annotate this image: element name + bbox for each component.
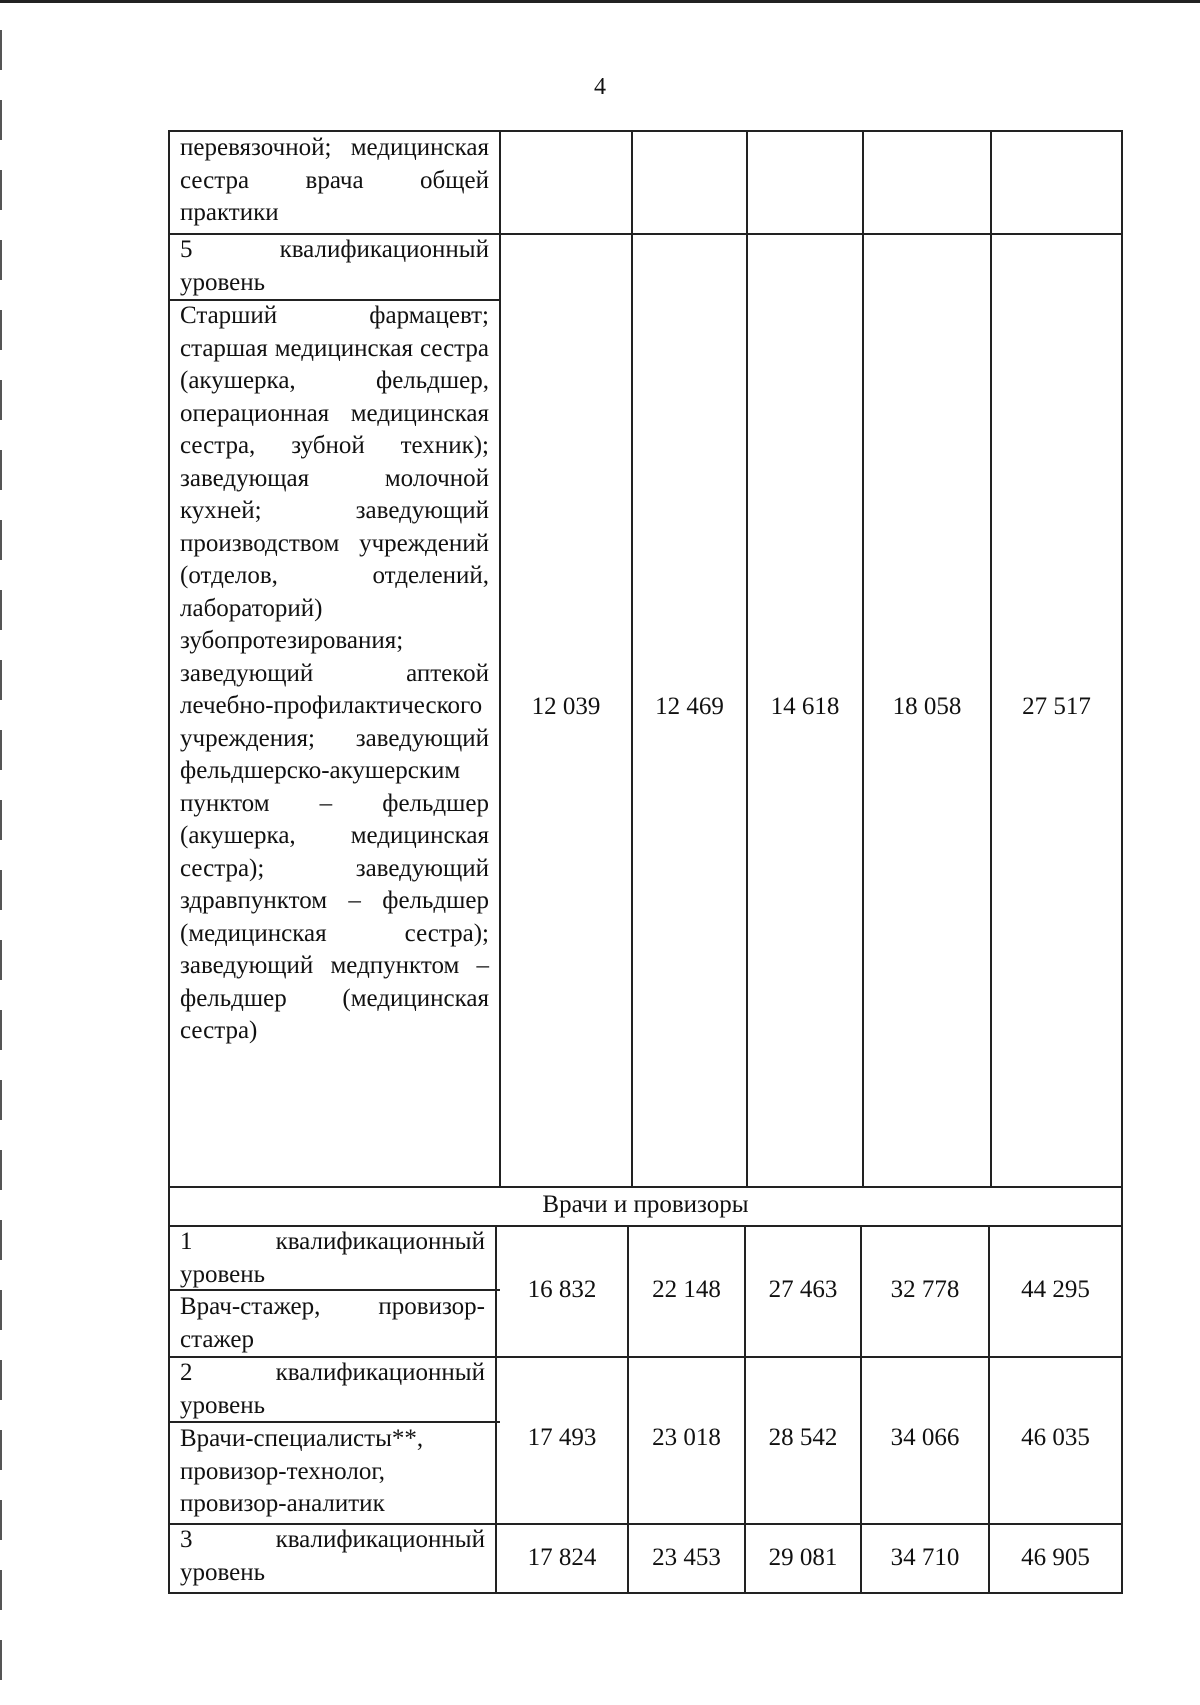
salary-value-cell: 14 618 — [770, 693, 840, 720]
column-divider — [862, 132, 864, 1186]
salary-value-cell: 46 905 — [1021, 1544, 1090, 1571]
left-scan-edge — [0, 30, 2, 1690]
salary-value-cell: 23 453 — [652, 1544, 721, 1571]
salary-value-cell: 29 081 — [768, 1544, 838, 1571]
salary-value-cell: 12 469 — [655, 693, 724, 720]
salary-value-cell: 34 710 — [890, 1544, 960, 1571]
qualification-level-cell: 2 квалификационный уровень — [180, 1359, 485, 1419]
top-border-line — [0, 0, 1200, 3]
salary-value-cell: 18 058 — [892, 693, 962, 720]
salary-value-cell: 23 018 — [652, 1424, 721, 1451]
positions-cell: Старший фармацевт; старшая медицинская сестра (акушерка, фельдшер, операционная медицинская сестра, зубной техник); заведующая молочной кухней; заведующий производством учреждений (отделов, отделений, лабораторий) зубопротезирования; заведующий аптекой лечебно-профилактического учреждения; заведующий фельдшерско-акушерским пунктом – фельдшер (акушерка, медицинская сестра); заведующий здравпунктом – фельдшер (медицинская сестра); заведующий медпунктом – фельдшер (медицинская сестра) — [180, 302, 489, 1044]
continuation-positions-cell: перевязочной; медицинская сестра врача общей практики — [180, 134, 489, 226]
column-divider — [499, 132, 501, 1186]
column-divider — [746, 132, 748, 1186]
salary-value-cell: 12 039 — [531, 693, 601, 720]
section-header-doctors: Врачи и провизоры — [542, 1191, 749, 1218]
positions-cell: Врачи-специалисты**, провизор-технолог, провизор-аналитик — [180, 1425, 424, 1517]
salary-value-cell: 28 542 — [768, 1424, 838, 1451]
salary-value-cell: 17 493 — [527, 1424, 597, 1451]
salary-table — [168, 130, 1123, 1594]
salary-value-cell: 16 832 — [527, 1276, 597, 1303]
column-divider — [990, 132, 992, 1186]
qualification-level-cell: 3 квалификационный уровень — [180, 1526, 485, 1586]
column-divider — [631, 132, 633, 1186]
salary-value-cell: 22 148 — [652, 1276, 721, 1303]
salary-value-cell: 17 824 — [527, 1544, 597, 1571]
salary-value-cell: 27 517 — [1022, 693, 1091, 720]
page-number: 4 — [594, 74, 606, 100]
salary-value-cell: 32 778 — [890, 1276, 960, 1303]
salary-value-cell: 27 463 — [768, 1276, 838, 1303]
positions-cell: Врач-стажер, провизор-стажер — [180, 1293, 485, 1353]
salary-value-cell: 46 035 — [1021, 1424, 1090, 1451]
salary-value-cell: 44 295 — [1021, 1276, 1090, 1303]
salary-value-cell: 34 066 — [890, 1424, 960, 1451]
qualification-level-cell: 1 квалификационный уровень — [180, 1228, 485, 1288]
qualification-level-cell: 5 квалификационный уровень — [180, 236, 489, 296]
row-divider — [170, 1186, 1121, 1188]
